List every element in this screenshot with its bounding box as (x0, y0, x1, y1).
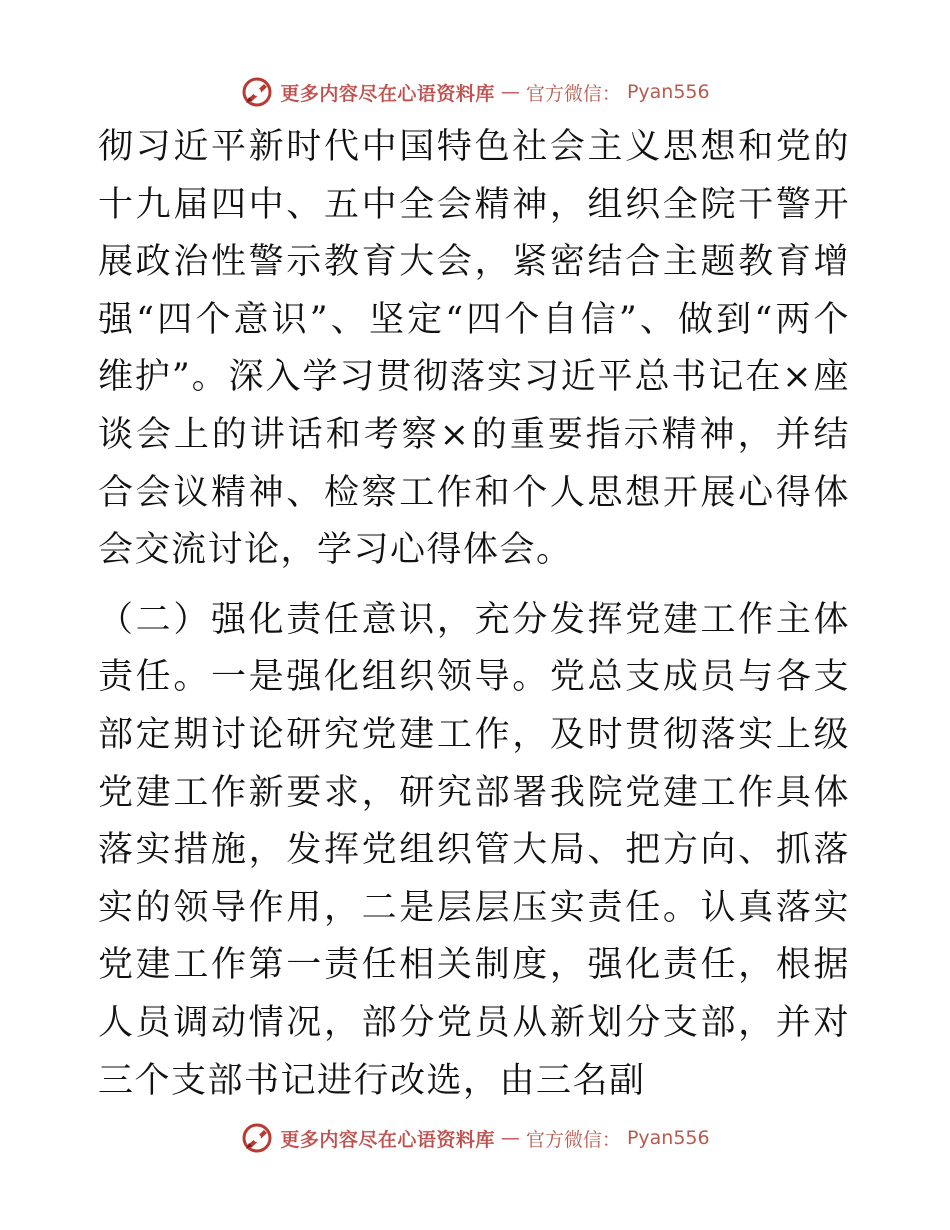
banner-separator: — (500, 1127, 520, 1149)
banner-wechat-label: 官方微信： (525, 82, 621, 105)
banner-title: 更多内容尽在心语资料库 (280, 1128, 495, 1151)
pen-logo-icon (240, 1121, 274, 1155)
banner-wechat-id: Pyan556 (626, 81, 710, 103)
header-banner (0, 72, 950, 112)
paragraph-2: （二）强化责任意识，充分发挥党建工作主体责任。一是强化组织领导。党总支成员与各支部定期讨论研究党建工作，及时贯彻落实上级党建工作新要求，研究部署我院党建工作具体落实措施，发挥党组织管大局、把方向、抓落实的领导作用，二是层层压实责任。认真落实党建工作第一责任相关制度，强化责任，根据人员调动情况，部分党员从新划分支部，并对三个支部书记进行改选，由三名副 (98, 599, 850, 1101)
footer-banner (0, 1118, 950, 1158)
banner-title: 更多内容尽在心语资料库 (280, 82, 495, 105)
banner-separator: — (500, 81, 520, 103)
banner-wechat-label: 官方微信： (525, 1128, 621, 1151)
paragraph-1: 彻习近平新时代中国特色社会主义思想和党的十九届四中、五中全会精神，组织全院干警开展政治性警示教育大会，紧密结合主题教育增强“四个意识”、坚定“四个自信”、做到“两个维护”。深入学习贯彻落实习近平总书记在×座谈会上的讲话和考察×的重要指示精神，并结合会议精神、检察工作和个人思想开展心得体会交流讨论，学习心得体会。 (98, 127, 850, 571)
pen-logo-icon (240, 75, 274, 109)
banner-wechat-id: Pyan556 (626, 1127, 710, 1149)
document-body (98, 119, 850, 1110)
